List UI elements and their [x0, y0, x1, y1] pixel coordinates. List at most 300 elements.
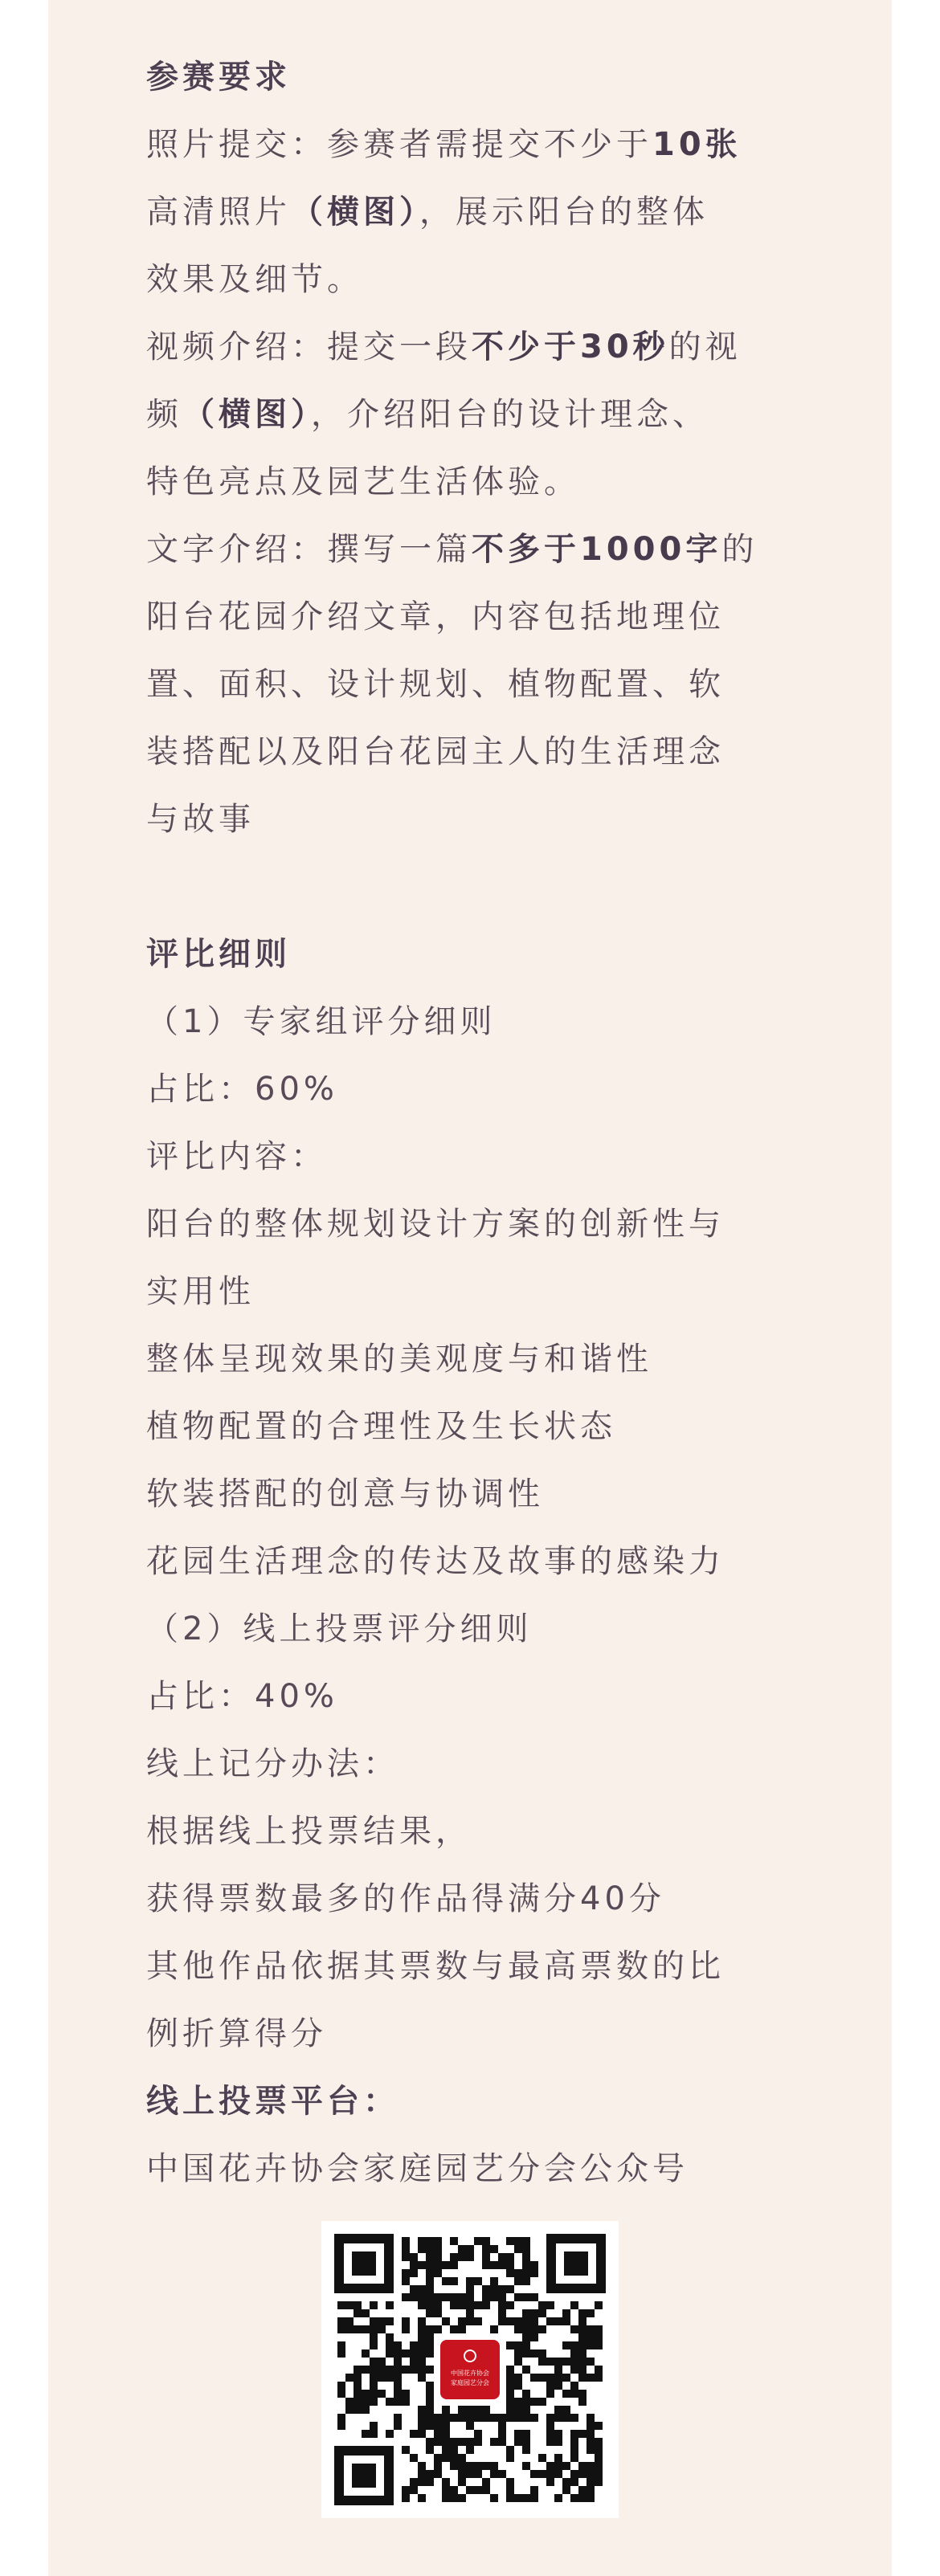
- qr-module: [434, 2325, 442, 2333]
- qr-module: [595, 2462, 603, 2470]
- qr-module: [530, 2374, 538, 2382]
- photo-requirement-line-3: 效果及细节。: [146, 261, 363, 298]
- qr-module: [394, 2390, 402, 2398]
- qr-module: [418, 2430, 426, 2438]
- expert-content-label: 评比内容：: [146, 1138, 327, 1175]
- qr-module: [578, 2374, 586, 2382]
- qr-module: [442, 2454, 450, 2462]
- qr-module: [586, 2438, 595, 2446]
- qr-module: [418, 2293, 426, 2301]
- logo-text-line-1: 中国花卉协会: [451, 2370, 489, 2377]
- qr-module: [418, 2285, 426, 2293]
- qr-module: [418, 2349, 426, 2358]
- qr-module: [458, 2301, 466, 2309]
- qr-module: [570, 2301, 578, 2309]
- qr-module: [514, 2374, 522, 2382]
- qr-module: [578, 2398, 586, 2406]
- qr-module: [378, 2317, 386, 2325]
- qr-module: [402, 2486, 410, 2494]
- qr-module: [466, 2462, 474, 2470]
- qr-module: [410, 2486, 418, 2494]
- qr-module: [402, 2317, 410, 2325]
- qr-module: [490, 2494, 498, 2502]
- qr-module: [418, 2261, 426, 2269]
- qr-module: [482, 2406, 490, 2414]
- qr-module: [378, 2366, 386, 2374]
- qr-module: [595, 2301, 603, 2309]
- qr-module: [442, 2446, 450, 2454]
- qr-module: [434, 2438, 442, 2446]
- video-length-emphasis: 不少于30秒: [472, 329, 669, 365]
- qr-module: [426, 2398, 434, 2406]
- qr-module: [570, 2382, 578, 2390]
- qr-module: [554, 2414, 562, 2422]
- qr-module: [442, 2478, 450, 2486]
- qr-module: [595, 2333, 603, 2341]
- qr-module: [434, 2301, 442, 2309]
- qr-module: [474, 2237, 482, 2245]
- qr-module: [554, 2462, 562, 2470]
- qr-module: [595, 2341, 603, 2349]
- qr-module: [370, 2422, 378, 2430]
- qr-module: [506, 2390, 514, 2398]
- qr-module: [578, 2358, 586, 2366]
- text-requirement-line-3: 置、面积、设计规划、植物配置、软: [146, 666, 725, 703]
- expert-criteria-line: 植物配置的合理性及生长状态: [146, 1408, 616, 1445]
- qr-module: [578, 2309, 586, 2317]
- qr-module: [362, 2309, 370, 2317]
- qr-module: [482, 2462, 490, 2470]
- qr-module: [418, 2317, 426, 2325]
- qr-module: [554, 2317, 562, 2325]
- qr-module: [578, 2462, 586, 2470]
- qr-module: [450, 2325, 458, 2333]
- qr-module: [586, 2446, 595, 2454]
- qr-module: [426, 2325, 434, 2333]
- qr-module: [474, 2414, 482, 2422]
- qr-module: [482, 2285, 490, 2293]
- qr-module: [410, 2341, 418, 2349]
- qr-module: [506, 2269, 514, 2277]
- qr-module: [434, 2261, 442, 2269]
- qr-module: [345, 2398, 354, 2406]
- qr-module: [530, 2333, 538, 2341]
- qr-module: [418, 2341, 426, 2349]
- qr-module: [538, 2398, 546, 2406]
- qr-module: [394, 2358, 402, 2366]
- qr-module: [554, 2382, 562, 2390]
- qr-module: [474, 2486, 482, 2494]
- qr-module: [546, 2478, 554, 2486]
- qr-module: [578, 2317, 586, 2325]
- qr-module: [434, 2253, 442, 2261]
- qr-module: [570, 2325, 578, 2333]
- qr-module: [442, 2486, 450, 2494]
- qr-module: [474, 2430, 482, 2438]
- qr-module: [514, 2237, 522, 2245]
- qr-module: [570, 2478, 578, 2486]
- qr-module: [434, 2269, 442, 2277]
- qr-module: [506, 2414, 514, 2422]
- qr-module: [578, 2366, 586, 2374]
- qr-module: [442, 2438, 450, 2446]
- qr-module: [530, 2470, 538, 2478]
- qr-module: [554, 2406, 562, 2414]
- qr-module: [345, 2317, 354, 2325]
- qr-module: [378, 2374, 386, 2382]
- qr-module: [570, 2494, 578, 2502]
- qr-module: [562, 2317, 570, 2325]
- qr-module: [386, 2349, 394, 2358]
- qr-module: [458, 2478, 466, 2486]
- qr-module: [458, 2454, 466, 2462]
- qr-module: [345, 2301, 354, 2309]
- qr-module: [506, 2285, 514, 2293]
- qr-module: [506, 2237, 514, 2245]
- qr-module: [522, 2245, 530, 2253]
- qr-module: [386, 2301, 394, 2309]
- qr-module: [586, 2430, 595, 2438]
- qr-module: [522, 2341, 530, 2349]
- qr-module: [570, 2366, 578, 2374]
- qr-module: [490, 2261, 498, 2269]
- qr-module: [418, 2301, 426, 2309]
- qr-module: [466, 2293, 474, 2301]
- qr-module: [506, 2478, 514, 2486]
- qr-module: [370, 2317, 378, 2325]
- qr-module: [595, 2366, 603, 2374]
- qr-module: [514, 2317, 522, 2325]
- qr-module: [362, 2398, 370, 2406]
- qr-module: [378, 2358, 386, 2366]
- qr-module: [337, 2382, 345, 2390]
- qr-module: [466, 2245, 474, 2253]
- qr-module: [554, 2430, 562, 2438]
- qr-module: [506, 2317, 514, 2325]
- photo-count-emphasis: 10张: [652, 126, 742, 163]
- article-container: [48, 0, 892, 2576]
- qr-module: [522, 2390, 530, 2398]
- qr-module: [458, 2414, 466, 2422]
- qr-module: [426, 2253, 434, 2261]
- photo-requirement-line-1: 照片提交：参赛者需提交不少于10张: [146, 126, 742, 163]
- qr-module: [418, 2470, 426, 2478]
- qr-module: [402, 2366, 410, 2374]
- qr-module: [522, 2349, 530, 2358]
- qr-module: [418, 2422, 426, 2430]
- qr-module: [578, 2390, 586, 2398]
- qr-module: [450, 2414, 458, 2422]
- qr-module: [482, 2237, 490, 2245]
- qr-module: [370, 2374, 378, 2382]
- qr-module: [538, 2374, 546, 2382]
- qr-module: [570, 2341, 578, 2349]
- qr-module: [538, 2470, 546, 2478]
- qr-module: [514, 2398, 522, 2406]
- expert-criteria-line: 整体呈现效果的美观度与和谐性: [146, 1341, 652, 1378]
- qr-module: [578, 2430, 586, 2438]
- qr-module: [402, 2293, 410, 2301]
- qr-module: [426, 2301, 434, 2309]
- qr-module: [538, 2349, 546, 2358]
- qr-module: [402, 2349, 410, 2358]
- qr-module: [378, 2325, 386, 2333]
- qr-module: [450, 2454, 458, 2462]
- qr-module: [386, 2430, 394, 2438]
- qr-module: [530, 2349, 538, 2358]
- qr-module: [337, 2422, 345, 2430]
- qr-module: [370, 2358, 378, 2366]
- qr-module: [530, 2325, 538, 2333]
- qr-module: [434, 2414, 442, 2422]
- qr-module: [450, 2261, 458, 2269]
- qr-module: [474, 2438, 482, 2446]
- qr-module: [482, 2478, 490, 2486]
- qr-module: [522, 2261, 530, 2269]
- qr-module: [426, 2285, 434, 2293]
- qr-module: [418, 2494, 426, 2502]
- qr-module: [458, 2438, 466, 2446]
- qr-module: [538, 2358, 546, 2366]
- qr-module: [394, 2422, 402, 2430]
- qr-module: [522, 2277, 530, 2285]
- qr-module: [554, 2358, 562, 2366]
- qr-module: [546, 2301, 554, 2309]
- article-content: [146, 43, 853, 2202]
- qr-module: [530, 2261, 538, 2269]
- qr-module: [522, 2398, 530, 2406]
- section-spacer: [146, 853, 853, 921]
- qr-module: [570, 2414, 578, 2422]
- qr-module: [474, 2277, 482, 2285]
- qr-module: [337, 2317, 345, 2325]
- online-method-label: 线上记分办法：: [146, 1745, 399, 1782]
- qr-module: [554, 2454, 562, 2462]
- qr-module: [522, 2430, 530, 2438]
- qr-module: [506, 2446, 514, 2454]
- qr-module: [522, 2253, 530, 2261]
- qr-module: [474, 2406, 482, 2414]
- text-requirement-line-2: 阳台花园介绍文章，内容包括地理位: [146, 598, 725, 635]
- photo-requirement-line-2: 高清照片（横图），展示阳台的整体: [146, 194, 709, 231]
- qr-module: [522, 2333, 530, 2341]
- qr-module: [434, 2462, 442, 2470]
- qr-module: [426, 2382, 434, 2390]
- qr-module: [386, 2317, 394, 2325]
- qr-module: [570, 2446, 578, 2454]
- qr-module: [434, 2309, 442, 2317]
- qr-module: [458, 2293, 466, 2301]
- qr-module: [418, 2237, 426, 2245]
- qr-module: [442, 2422, 450, 2430]
- qr-module: [434, 2470, 442, 2478]
- qr-module: [394, 2341, 402, 2349]
- qr-module: [595, 2422, 603, 2430]
- qr-module: [426, 2341, 434, 2349]
- qr-module: [337, 2341, 345, 2349]
- qr-module: [595, 2470, 603, 2478]
- qr-module: [506, 2366, 514, 2374]
- qr-module: [337, 2301, 345, 2309]
- voting-platform-label: 线上投票平台：: [146, 2083, 399, 2120]
- qr-module: [466, 2277, 474, 2285]
- qr-module: [578, 2494, 586, 2502]
- qr-module: [506, 2261, 514, 2269]
- qr-module: [514, 2406, 522, 2414]
- qr-module: [458, 2325, 466, 2333]
- qr-module: [562, 2390, 570, 2398]
- qr-module: [442, 2261, 450, 2269]
- online-scoring-ratio: 占比：40%: [146, 1678, 338, 1715]
- qr-module: [466, 2317, 474, 2325]
- qr-module: [530, 2486, 538, 2494]
- qr-module: [490, 2470, 498, 2478]
- qr-module: [474, 2317, 482, 2325]
- qr-module: [394, 2349, 402, 2358]
- qr-module: [370, 2333, 378, 2341]
- online-method-line: 例折算得分: [146, 2015, 327, 2052]
- qr-module: [562, 2341, 570, 2349]
- qr-module: [402, 2446, 410, 2454]
- qr-module: [402, 2325, 410, 2333]
- qr-module: [490, 2325, 498, 2333]
- qr-module: [418, 2374, 426, 2382]
- qr-module: [466, 2486, 474, 2494]
- qr-module: [570, 2349, 578, 2358]
- qr-module: [578, 2341, 586, 2349]
- qr-module: [538, 2301, 546, 2309]
- qr-module: [354, 2366, 362, 2374]
- qr-module: [418, 2366, 426, 2374]
- qr-module: [410, 2349, 418, 2358]
- qr-module: [394, 2366, 402, 2374]
- qr-module: [570, 2470, 578, 2478]
- qr-module: [595, 2446, 603, 2454]
- qr-module: [498, 2253, 506, 2261]
- qr-module: [530, 2309, 538, 2317]
- qr-module: [418, 2245, 426, 2253]
- qr-module: [394, 2382, 402, 2390]
- qr-module: [498, 2293, 506, 2301]
- qr-module: [442, 2430, 450, 2438]
- qr-module: [482, 2486, 490, 2494]
- qr-module: [442, 2317, 450, 2325]
- qr-module: [362, 2390, 370, 2398]
- qr-module: [586, 2462, 595, 2470]
- qr-module: [562, 2358, 570, 2366]
- qr-module: [434, 2422, 442, 2430]
- qr-module: [426, 2277, 434, 2285]
- qr-module: [595, 2438, 603, 2446]
- qr-module: [426, 2438, 434, 2446]
- qr-module: [450, 2237, 458, 2245]
- qr-module: [442, 2293, 450, 2301]
- qr-module: [595, 2454, 603, 2462]
- expert-criteria-line: 花园生活理念的传达及故事的感染力: [146, 1543, 725, 1580]
- qr-code[interactable]: [321, 2221, 619, 2518]
- qr-module: [562, 2414, 570, 2422]
- qr-module: [490, 2414, 498, 2422]
- qr-module: [522, 2309, 530, 2317]
- qr-module: [530, 2414, 538, 2422]
- qr-module: [570, 2454, 578, 2462]
- qr-module: [482, 2245, 490, 2253]
- qr-module: [442, 2277, 450, 2285]
- qr-module: [450, 2462, 458, 2470]
- qr-module: [370, 2398, 378, 2406]
- qr-module: [345, 2406, 354, 2414]
- qr-module: [370, 2366, 378, 2374]
- qr-module: [490, 2293, 498, 2301]
- qr-module: [434, 2237, 442, 2245]
- qr-module: [514, 2494, 522, 2502]
- qr-module: [586, 2341, 595, 2349]
- qr-module: [426, 2237, 434, 2245]
- qr-module: [426, 2414, 434, 2422]
- qr-module: [586, 2333, 595, 2341]
- qr-module: [458, 2317, 466, 2325]
- qr-module: [498, 2309, 506, 2317]
- qr-module: [378, 2390, 386, 2398]
- qr-module: [570, 2358, 578, 2366]
- qr-module: [434, 2430, 442, 2438]
- qr-module: [410, 2261, 418, 2269]
- qr-module: [498, 2317, 506, 2325]
- qr-module: [458, 2406, 466, 2414]
- qr-module: [490, 2438, 498, 2446]
- qr-module: [434, 2293, 442, 2301]
- qr-module: [426, 2470, 434, 2478]
- qr-module: [546, 2430, 554, 2438]
- qr-module: [426, 2390, 434, 2398]
- qr-module: [394, 2414, 402, 2422]
- qr-module: [345, 2374, 354, 2382]
- qr-module: [514, 2358, 522, 2366]
- qr-module: [466, 2309, 474, 2317]
- qr-module: [554, 2470, 562, 2478]
- qr-module: [362, 2366, 370, 2374]
- qr-module: [434, 2454, 442, 2462]
- qr-module: [370, 2382, 378, 2390]
- qr-module: [410, 2430, 418, 2438]
- qr-module: [506, 2301, 514, 2309]
- qr-module: [442, 2414, 450, 2422]
- qr-module: [362, 2325, 370, 2333]
- online-scoring-title: （2）线上投票评分细则: [146, 1611, 533, 1647]
- qr-module: [554, 2374, 562, 2382]
- qr-module: [578, 2470, 586, 2478]
- expert-criteria-line: 软装搭配的创意与协调性: [146, 1476, 544, 1513]
- qr-module: [498, 2470, 506, 2478]
- qr-module: [426, 2446, 434, 2454]
- qr-module: [450, 2494, 458, 2502]
- qr-module: [466, 2406, 474, 2414]
- qr-module: [514, 2349, 522, 2358]
- qr-module: [522, 2462, 530, 2470]
- qr-module: [498, 2414, 506, 2422]
- qr-module: [345, 2325, 354, 2333]
- qr-module: [394, 2374, 402, 2382]
- qr-module: [506, 2494, 514, 2502]
- qr-module: [570, 2438, 578, 2446]
- qr-module: [546, 2390, 554, 2398]
- qr-module: [418, 2406, 426, 2414]
- qr-module: [586, 2414, 595, 2422]
- qr-module: [490, 2277, 498, 2285]
- qr-module: [410, 2285, 418, 2293]
- qr-module: [514, 2414, 522, 2422]
- qr-module: [386, 2374, 394, 2382]
